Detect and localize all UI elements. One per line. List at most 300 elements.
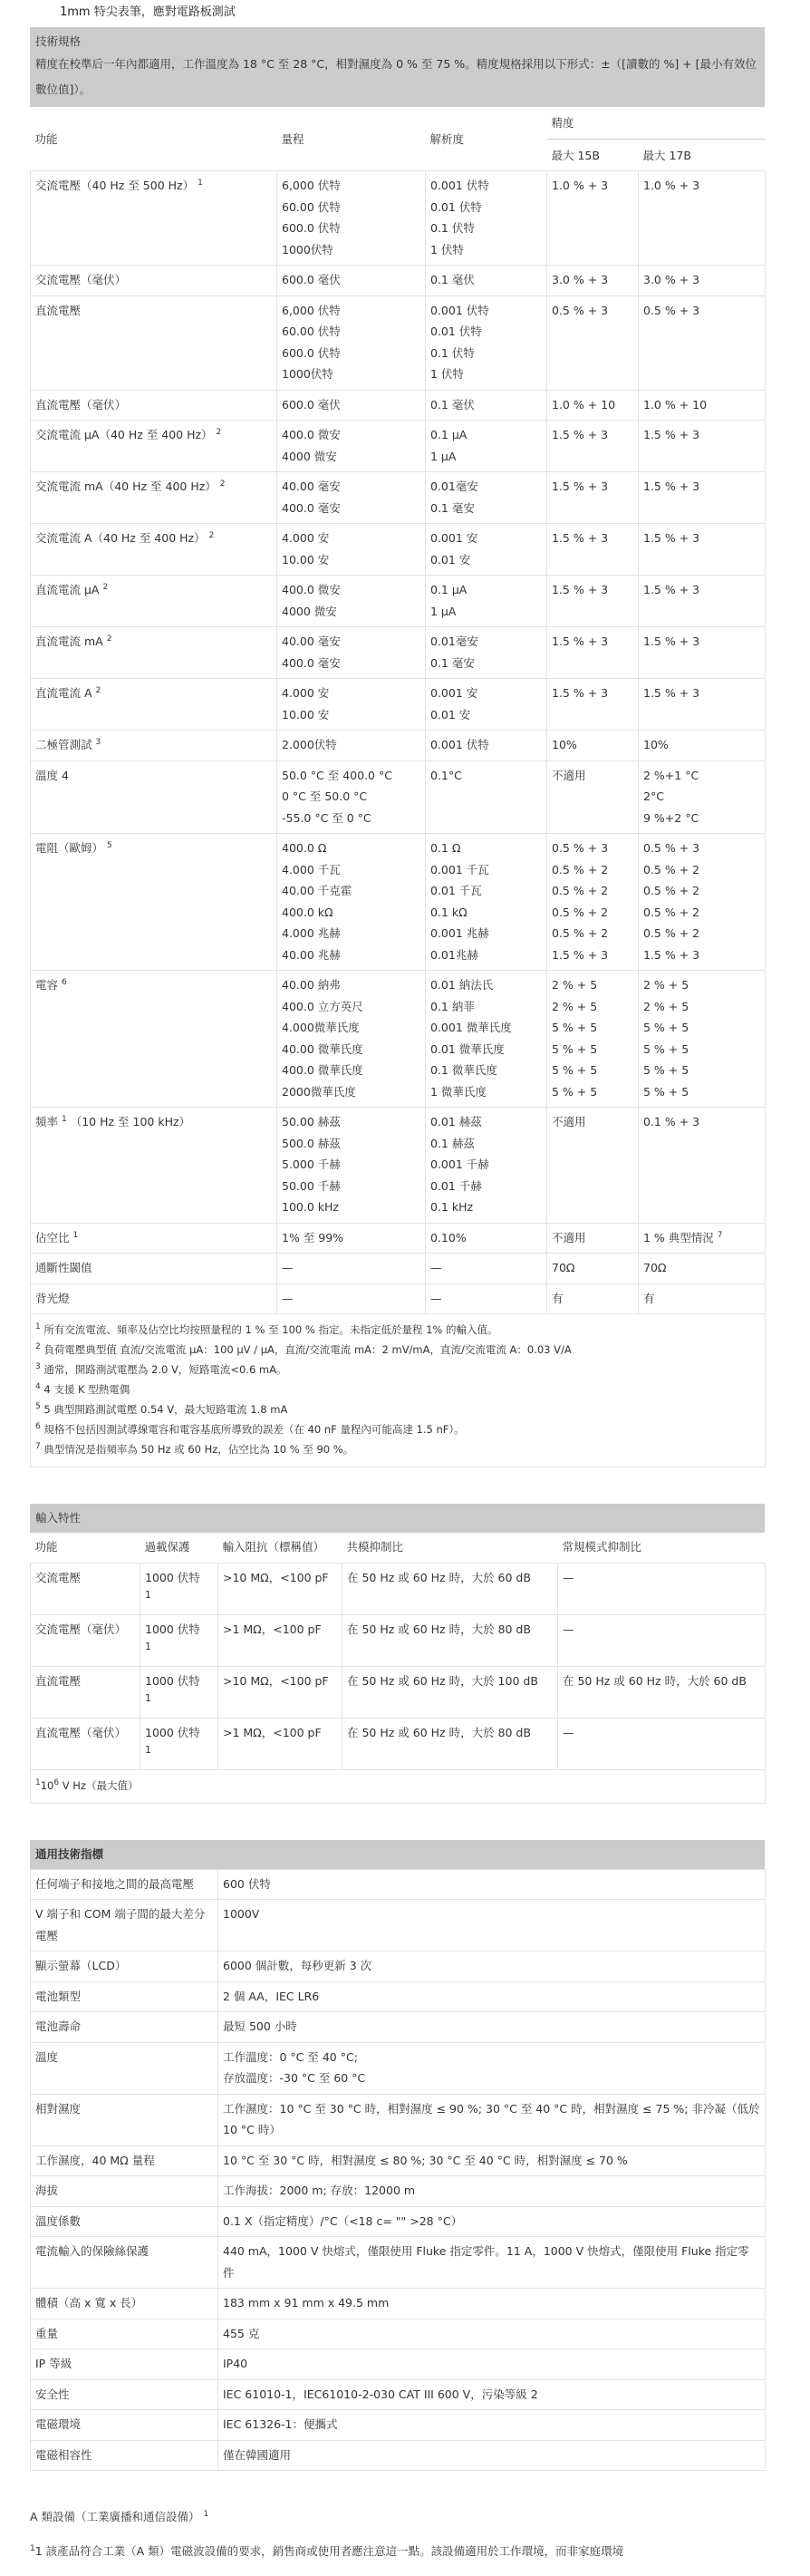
spec-accuracy-17b xyxy=(639,627,766,679)
footnote-ref: 2 xyxy=(95,685,101,695)
accuracy-17b: 1.5 % + 3 xyxy=(643,479,700,493)
spec-function xyxy=(31,576,277,627)
accuracy-15b: 0.5 % + 2 xyxy=(552,862,609,876)
resolution-value: 0.1 Ω xyxy=(430,841,461,855)
spec-resolution xyxy=(426,1283,547,1314)
spec-range xyxy=(277,472,426,524)
spec-accuracy-15b xyxy=(547,1254,639,1284)
range-value: 10.00 安 xyxy=(282,552,330,567)
spec-range xyxy=(277,1223,426,1254)
general-value-line: IP40 xyxy=(223,2357,248,2370)
resolution-value: 0.001 安 xyxy=(430,531,478,545)
intro-text: 1mm 特尖表筆，應對電路板測試 xyxy=(60,5,236,19)
accuracy-15b: 0.5 % + 2 xyxy=(552,905,609,919)
function-label: 直流電流 mA xyxy=(35,634,103,648)
general-label: 任何端子和接地之間的最高電壓 xyxy=(31,1869,218,1900)
spec-resolution xyxy=(426,1108,547,1224)
spec-resolution xyxy=(426,171,547,266)
spec-resolution xyxy=(426,524,547,576)
range-value: 2.000伏特 xyxy=(282,738,337,751)
spec-accuracy-15b xyxy=(547,731,639,761)
general-label: 電磁環境 xyxy=(31,2410,218,2441)
range-value: 40.00 微華氏度 xyxy=(282,1041,363,1056)
general-label: 安全性 xyxy=(31,2379,218,2410)
input-specs-header-row xyxy=(31,1533,766,1563)
accuracy-15b: 0.5 % + 3 xyxy=(552,841,609,855)
spec-resolution xyxy=(426,390,547,421)
general-specs-section xyxy=(30,1840,765,2472)
tech-specs-table xyxy=(30,107,766,1467)
function-label: 通斷性閾值 xyxy=(35,1261,92,1274)
general-row xyxy=(31,2440,766,2471)
accuracy-17b: 有 xyxy=(643,1291,655,1305)
resolution-value: 0.001 微華氏度 xyxy=(430,1021,512,1034)
spec-row xyxy=(31,1254,766,1284)
range-value: 4000 微安 xyxy=(282,604,337,618)
spec-accuracy-15b xyxy=(547,971,639,1108)
spec-row xyxy=(31,266,766,296)
function-label: 佔空比 xyxy=(35,1230,70,1244)
spec-range xyxy=(277,971,426,1108)
input-specs-table xyxy=(30,1533,766,1804)
accuracy-17b: 1 % 典型情況 $^7$ xyxy=(643,1230,723,1244)
function-label: 交流電壓（毫伏） xyxy=(35,273,127,286)
footnote-ref: 6 xyxy=(62,977,67,987)
general-row xyxy=(31,2094,766,2145)
spec-accuracy-17b xyxy=(639,1108,766,1224)
tech-specs-section xyxy=(30,27,765,1467)
accuracy-15b: 1.0 % + 10 xyxy=(552,397,616,412)
general-label: 電池壽命 xyxy=(31,2012,218,2043)
spec-accuracy-17b xyxy=(639,295,766,390)
input-overload: 1000 伏特 $^1$ xyxy=(140,1563,218,1614)
accuracy-15b: 3.0 % + 3 xyxy=(552,273,609,286)
spec-accuracy-15b xyxy=(547,295,639,390)
accuracy-17b: 0.5 % + 2 xyxy=(643,905,700,919)
range-value: 500.0 赫茲 xyxy=(282,1136,341,1150)
spec-row xyxy=(31,1108,766,1224)
range-value: 60.00 伏特 xyxy=(282,199,341,214)
spec-resolution xyxy=(426,295,547,390)
range-value: 100.0 kHz xyxy=(282,1200,339,1214)
spec-range xyxy=(277,524,426,576)
spec-function xyxy=(31,1223,277,1254)
resolution-value: — xyxy=(430,1261,442,1274)
spec-accuracy-15b xyxy=(547,390,639,421)
general-value-line: 最短 500 小時 xyxy=(223,2019,297,2033)
header-function: 功能 xyxy=(31,107,277,171)
accuracy-15b: 1.5 % + 3 xyxy=(552,583,609,596)
spec-accuracy-17b xyxy=(639,971,766,1108)
general-value-line: 僅在韓國適用 xyxy=(223,2447,292,2462)
general-label: IP 等級 xyxy=(31,2349,218,2380)
spec-resolution xyxy=(426,731,547,761)
accuracy-17b: 2°C xyxy=(643,789,664,803)
function-label: 電阻（歐姆） xyxy=(35,841,104,855)
general-label: 相對濕度 xyxy=(31,2094,218,2145)
accuracy-15b: 1.5 % + 3 xyxy=(552,428,609,441)
range-value: 1000伏特 xyxy=(282,242,333,257)
range-value: 400.0 立方英尺 xyxy=(282,999,363,1013)
spec-function xyxy=(31,171,277,266)
accuracy-17b: 1.0 % + 10 xyxy=(643,397,708,412)
header-resolution: 解析度 xyxy=(426,107,547,171)
range-value: 40.00 千克霍 xyxy=(282,884,352,897)
resolution-value: 0.001 千赫 xyxy=(430,1157,489,1171)
footnote-ref: 5 xyxy=(107,840,112,850)
spec-function xyxy=(31,421,277,472)
tech-specs-body xyxy=(31,171,766,1314)
input-specs-body xyxy=(31,1563,766,1769)
tech-specs-description: 精度在校準后一年內都適用，工作溫度為 18 °C 至 28 °C，相對濕度為 0 % 至 75 %。精度規格採用以下形式：±（[讀數的 %] + [最小有效位數位值]）。 xyxy=(35,57,757,96)
footnote: $^4$ 4 支援 K 型熱電偶 xyxy=(35,1382,130,1396)
footnote: $^1$ 所有交流電流、頻率及佔空比均按照量程的 1 % 至 100 % 指定。未指定低於量程 1% 的輸入值。 xyxy=(35,1322,498,1336)
accuracy-15b: 5 % + 5 xyxy=(552,1063,598,1077)
spec-range xyxy=(277,834,426,971)
accuracy-15b: 1.5 % + 3 xyxy=(552,531,609,545)
resolution-value: 0.001 伏特 xyxy=(430,738,489,751)
input-specs-footnote: $^110^6$ V Hz（最大值） xyxy=(31,1769,766,1803)
range-value: 400.0 微華氏度 xyxy=(282,1063,363,1077)
spec-range xyxy=(277,1108,426,1224)
general-row xyxy=(31,2410,766,2441)
general-row xyxy=(31,2206,766,2237)
range-value: 400.0 微安 xyxy=(282,428,341,441)
header-model-17b: 最大 17B xyxy=(639,139,766,171)
spec-accuracy-17b xyxy=(639,390,766,421)
spec-range xyxy=(277,760,426,834)
input-function: 直流電壓 xyxy=(31,1666,140,1718)
general-value xyxy=(218,1981,766,2012)
resolution-value: 0.001 兆赫 xyxy=(430,926,489,940)
general-label: 電磁相容性 xyxy=(31,2440,218,2471)
spec-resolution xyxy=(426,760,547,834)
accuracy-15b: 0.5 % + 3 xyxy=(552,303,609,317)
resolution-value: 0.01兆赫 xyxy=(430,947,478,962)
resolution-value: 1 伏特 xyxy=(430,367,464,381)
resolution-value: 0.01 千瓦 xyxy=(430,884,482,897)
spec-function xyxy=(31,731,277,761)
accuracy-17b: 1.5 % + 3 xyxy=(643,531,700,545)
range-value: 6,000 伏特 xyxy=(282,179,341,192)
spec-range xyxy=(277,679,426,731)
general-value-line: 工作海拔：2000 m; 存放：12000 m xyxy=(223,2184,416,2197)
spec-function xyxy=(31,971,277,1108)
class-a-note: $^1$1 該產品符合工業（A 類）電磁波設備的要求，銷售商或使用者應注意這一點。該設備適用於工作環境，而非家庭環境 xyxy=(30,2543,624,2558)
accuracy-15b: 10% xyxy=(552,738,577,751)
spec-row xyxy=(31,421,766,472)
input-header-cell: 過載保護 xyxy=(140,1533,218,1563)
resolution-value: 0.1°C xyxy=(430,768,462,782)
range-value: 400.0 毫安 xyxy=(282,655,341,670)
accuracy-17b: 5 % + 5 xyxy=(643,1084,689,1099)
spec-row xyxy=(31,760,766,834)
spec-function xyxy=(31,390,277,421)
accuracy-17b: 3.0 % + 3 xyxy=(643,273,700,286)
general-value xyxy=(218,2349,766,2380)
input-row xyxy=(31,1614,766,1666)
spec-accuracy-17b xyxy=(639,834,766,971)
footnote-ref: 2 xyxy=(102,582,109,592)
general-value xyxy=(218,2237,766,2289)
general-specs-table xyxy=(30,1869,766,2472)
resolution-value: 1 μA xyxy=(430,604,457,618)
function-label: 頻率 xyxy=(35,1115,59,1128)
resolution-value: 0.10% xyxy=(430,1230,467,1244)
range-value: 600.0 伏特 xyxy=(282,221,341,235)
function-label: 直流電流 A xyxy=(35,686,92,700)
resolution-value: 0.01 伏特 xyxy=(430,199,482,214)
spec-accuracy-15b xyxy=(547,266,639,296)
input-function: 交流電壓 xyxy=(31,1563,140,1614)
general-row xyxy=(31,1981,766,2012)
input-impedance: >10 MΩ，<100 pF xyxy=(218,1666,342,1718)
general-row xyxy=(31,2042,766,2094)
footnote-ref: 1 xyxy=(62,1114,67,1124)
input-overload: 1000 伏特 $^1$ xyxy=(140,1614,218,1666)
spec-function xyxy=(31,1283,277,1314)
spec-function xyxy=(31,1108,277,1224)
spec-row xyxy=(31,171,766,266)
spec-accuracy-17b xyxy=(639,472,766,524)
range-value: 50.00 赫茲 xyxy=(282,1115,341,1128)
spec-accuracy-15b xyxy=(547,834,639,971)
range-value: 400.0 Ω xyxy=(282,841,327,855)
spec-function xyxy=(31,295,277,390)
range-value: 40.00 納弗 xyxy=(282,978,341,992)
spec-row xyxy=(31,834,766,971)
function-label: 背光燈 xyxy=(35,1291,70,1305)
range-value: 6,000 伏特 xyxy=(282,303,341,317)
accuracy-15b: 1.5 % + 3 xyxy=(552,479,609,493)
spec-range xyxy=(277,295,426,390)
tech-specs-footnotes xyxy=(31,1314,766,1467)
resolution-value: 0.1 赫茲 xyxy=(430,1136,475,1150)
general-row xyxy=(31,2379,766,2410)
spec-resolution xyxy=(426,576,547,627)
spec-accuracy-17b xyxy=(639,731,766,761)
general-value-line: 10 °C 至 30 °C 時，相對濕度 ≤ 80 %; 30 °C 至 40 °C 時，相對濕度 ≤ 70 % xyxy=(223,2153,628,2167)
range-value: 60.00 伏特 xyxy=(282,324,341,338)
spec-accuracy-17b xyxy=(639,760,766,834)
accuracy-15b: 0.5 % + 2 xyxy=(552,926,609,940)
range-value: — xyxy=(282,1261,294,1274)
general-label: V 端子和 COM 端子間的最大差分電壓 xyxy=(31,1900,218,1951)
spec-accuracy-15b xyxy=(547,760,639,834)
spec-accuracy-15b xyxy=(547,1108,639,1224)
input-header-cell: 常規模式抑制比 xyxy=(558,1533,766,1563)
accuracy-17b: 5 % + 5 xyxy=(643,1063,689,1077)
general-value-line: 0.1 X（指定精度）/°C（<18 c= "" >28 °C） xyxy=(223,2213,463,2228)
input-function: 直流電壓（毫伏） xyxy=(31,1718,140,1769)
spec-row xyxy=(31,1283,766,1314)
spec-resolution xyxy=(426,1223,547,1254)
range-value: 0 °C 至 50.0 °C xyxy=(282,789,368,803)
spec-accuracy-17b xyxy=(639,1254,766,1284)
spec-row xyxy=(31,731,766,761)
resolution-value: 0.01 千赫 xyxy=(430,1178,482,1193)
function-label: 交流電流 mA（40 Hz 至 400 Hz） xyxy=(35,479,217,493)
spec-resolution xyxy=(426,834,547,971)
tech-specs-header xyxy=(30,27,765,107)
accuracy-17b: 2 % + 5 xyxy=(643,978,689,992)
general-value-line: 1000V xyxy=(223,1907,260,1921)
general-row xyxy=(31,2289,766,2319)
resolution-value: 0.001 伏特 xyxy=(430,179,489,192)
general-value-line: 183 mm x 91 mm x 49.5 mm xyxy=(223,2296,390,2310)
accuracy-17b: 0.5 % + 2 xyxy=(643,862,700,876)
spec-accuracy-15b xyxy=(547,627,639,679)
resolution-value: 0.1 毫安 xyxy=(430,500,475,515)
function-label: 電容 xyxy=(35,978,59,992)
general-specs-body xyxy=(31,1869,766,2471)
accuracy-15b: 5 % + 5 xyxy=(552,1021,598,1034)
general-value xyxy=(218,2410,766,2441)
general-value-line: IEC 61010-1，IEC61010-2-030 CAT III 600 V，污染等級 2 xyxy=(223,2387,538,2401)
general-value xyxy=(218,2379,766,2410)
general-value xyxy=(218,1951,766,1982)
footnote-ref: 2 xyxy=(106,634,112,644)
accuracy-15b: 2 % + 5 xyxy=(552,999,598,1013)
range-value: 400.0 毫安 xyxy=(282,500,341,515)
spec-accuracy-15b xyxy=(547,1283,639,1314)
spec-range xyxy=(277,1283,426,1314)
range-value: -55.0 °C 至 0 °C xyxy=(282,810,371,825)
accuracy-17b: 0.5 % + 3 xyxy=(643,841,700,855)
input-impedance: >1 MΩ，<100 pF xyxy=(218,1614,342,1666)
spec-accuracy-17b xyxy=(639,1223,766,1254)
input-impedance: >1 MΩ，<100 pF xyxy=(218,1718,342,1769)
resolution-value: 1 μA xyxy=(430,449,457,463)
input-overload: 1000 伏特 $^1$ xyxy=(140,1718,218,1769)
spec-resolution xyxy=(426,266,547,296)
spec-row xyxy=(31,627,766,679)
resolution-value: 0.001 千瓦 xyxy=(430,862,489,876)
accuracy-17b: 0.5 % + 3 xyxy=(643,303,700,317)
resolution-value: 0.1 納菲 xyxy=(430,999,475,1013)
accuracy-15b: 1.5 % + 3 xyxy=(552,686,609,700)
range-value: 4.000 兆赫 xyxy=(282,926,341,940)
header-accuracy: 精度 xyxy=(547,107,766,139)
range-value: 40.00 毫安 xyxy=(282,479,341,493)
resolution-value: 0.1 毫安 xyxy=(430,655,475,670)
spec-resolution xyxy=(426,421,547,472)
range-value: 4.000 安 xyxy=(282,531,330,545)
accuracy-17b: 70Ω xyxy=(643,1261,667,1274)
general-row xyxy=(31,2237,766,2289)
spec-row xyxy=(31,524,766,576)
input-specs-header: 輸入特性 xyxy=(30,1504,765,1533)
general-label: 溫度係數 xyxy=(31,2206,218,2237)
accuracy-15b: 5 % + 5 xyxy=(552,1084,598,1099)
general-row xyxy=(31,2012,766,2043)
range-value: 5.000 千赫 xyxy=(282,1157,341,1171)
resolution-value: 0.01毫安 xyxy=(430,479,478,493)
general-value-line: 工作溫度：0 °C 至 40 °C; xyxy=(223,2049,358,2064)
spec-accuracy-15b xyxy=(547,472,639,524)
range-value: 40.00 兆赫 xyxy=(282,947,341,962)
general-label: 電池類型 xyxy=(31,1981,218,2012)
accuracy-17b: 0.5 % + 2 xyxy=(643,884,700,897)
accuracy-17b: 0.5 % + 2 xyxy=(643,926,700,940)
accuracy-15b: 5 % + 5 xyxy=(552,1041,598,1056)
spec-accuracy-17b xyxy=(639,1283,766,1314)
general-value-line: 工作濕度：10 °C 至 30 °C 時，相對濕度 ≤ 90 %; 30 °C 至 40 °C 時，相對濕度 ≤ 75 %; 非冷凝（低於 10 °C 時） xyxy=(223,2101,760,2136)
input-nmrr: — xyxy=(558,1563,766,1614)
range-value: 400.0 kΩ xyxy=(282,905,333,919)
resolution-value: 0.1 微華氏度 xyxy=(430,1063,497,1077)
footnote-ref: 1 xyxy=(72,1230,79,1240)
footnote: $^3$ 通常，開路測試電壓為 2.0 V，短路電流<0.6 mA。 xyxy=(35,1362,287,1376)
general-value-line: IEC 61326-1：便攜式 xyxy=(223,2417,338,2431)
input-header-cell: 輸入阻抗（標稱值） xyxy=(218,1533,342,1563)
spec-range xyxy=(277,421,426,472)
accuracy-17b: 1.0 % + 3 xyxy=(643,179,700,192)
footnote-ref: 2 xyxy=(216,427,222,437)
accuracy-15b: 1.5 % + 3 xyxy=(552,634,609,648)
general-row xyxy=(31,1869,766,1900)
input-overload: 1000 伏特 $^1$ xyxy=(140,1666,218,1718)
spec-row xyxy=(31,679,766,731)
range-value: 4.000 千瓦 xyxy=(282,862,341,876)
input-cmrr: 在 50 Hz 或 60 Hz 時，大於 80 dB xyxy=(342,1614,558,1666)
tech-specs-title: 技術規格 xyxy=(35,34,82,48)
accuracy-17b: 5 % + 5 xyxy=(643,1041,689,1056)
resolution-value: 0.01 安 xyxy=(430,707,471,721)
function-label: 直流電壓（毫伏） xyxy=(35,397,127,412)
general-row xyxy=(31,1900,766,1951)
general-value xyxy=(218,2176,766,2207)
general-value-line: 600 伏特 xyxy=(223,1876,271,1891)
general-value xyxy=(218,1869,766,1900)
resolution-value: 0.1 伏特 xyxy=(430,221,475,235)
general-value xyxy=(218,2042,766,2094)
spec-accuracy-15b xyxy=(547,171,639,266)
spec-range xyxy=(277,1254,426,1284)
general-value-line: 440 mA，1000 V 快熔式，僅限使用 Fluke 指定零件。11 A，1000 V 快熔式，僅限使用 Fluke 指定零件 xyxy=(223,2244,749,2280)
spec-range xyxy=(277,576,426,627)
accuracy-17b: 10% xyxy=(643,738,669,751)
range-value: 400.0 微安 xyxy=(282,583,341,596)
general-value xyxy=(218,2440,766,2471)
footnote: $^5$ 5 典型開路測試電壓 0.54 V，最大短路電流 1.8 mA xyxy=(35,1402,288,1416)
general-value-line: 6000 個計數，每秒更新 3 次 xyxy=(223,1959,372,1972)
range-value: 50.00 千赫 xyxy=(282,1178,341,1193)
spec-row xyxy=(31,295,766,390)
accuracy-17b: 2 %+1 °C xyxy=(643,768,699,782)
function-label: 直流電流 μA xyxy=(35,583,100,596)
accuracy-17b: 1.5 % + 3 xyxy=(643,634,700,648)
resolution-value: 0.001 伏特 xyxy=(430,303,489,317)
input-cmrr: 在 50 Hz 或 60 Hz 時，大於 80 dB xyxy=(342,1718,558,1769)
spec-accuracy-15b xyxy=(547,524,639,576)
footnote-ref: 3 xyxy=(95,737,101,747)
resolution-value: 0.001 安 xyxy=(430,686,478,700)
general-row xyxy=(31,1951,766,1982)
spec-function xyxy=(31,472,277,524)
spec-accuracy-17b xyxy=(639,421,766,472)
range-value: 40.00 毫安 xyxy=(282,634,341,648)
spec-resolution xyxy=(426,971,547,1108)
resolution-value: 0.1 伏特 xyxy=(430,345,475,360)
spec-function xyxy=(31,679,277,731)
accuracy-15b: 不適用 xyxy=(552,1115,586,1128)
function-label: 交流電流 μA（40 Hz 至 400 Hz） xyxy=(35,428,213,441)
spec-accuracy-15b xyxy=(547,1223,639,1254)
accuracy-17b: 1.5 % + 3 xyxy=(643,583,700,596)
footnote: $^6$ 規格不包括因測試導線電容和電容基底所導致的誤差（在 40 nF 量程內可能高達 1.5 nF）。 xyxy=(35,1422,465,1436)
accuracy-15b: 0.5 % + 2 xyxy=(552,884,609,897)
